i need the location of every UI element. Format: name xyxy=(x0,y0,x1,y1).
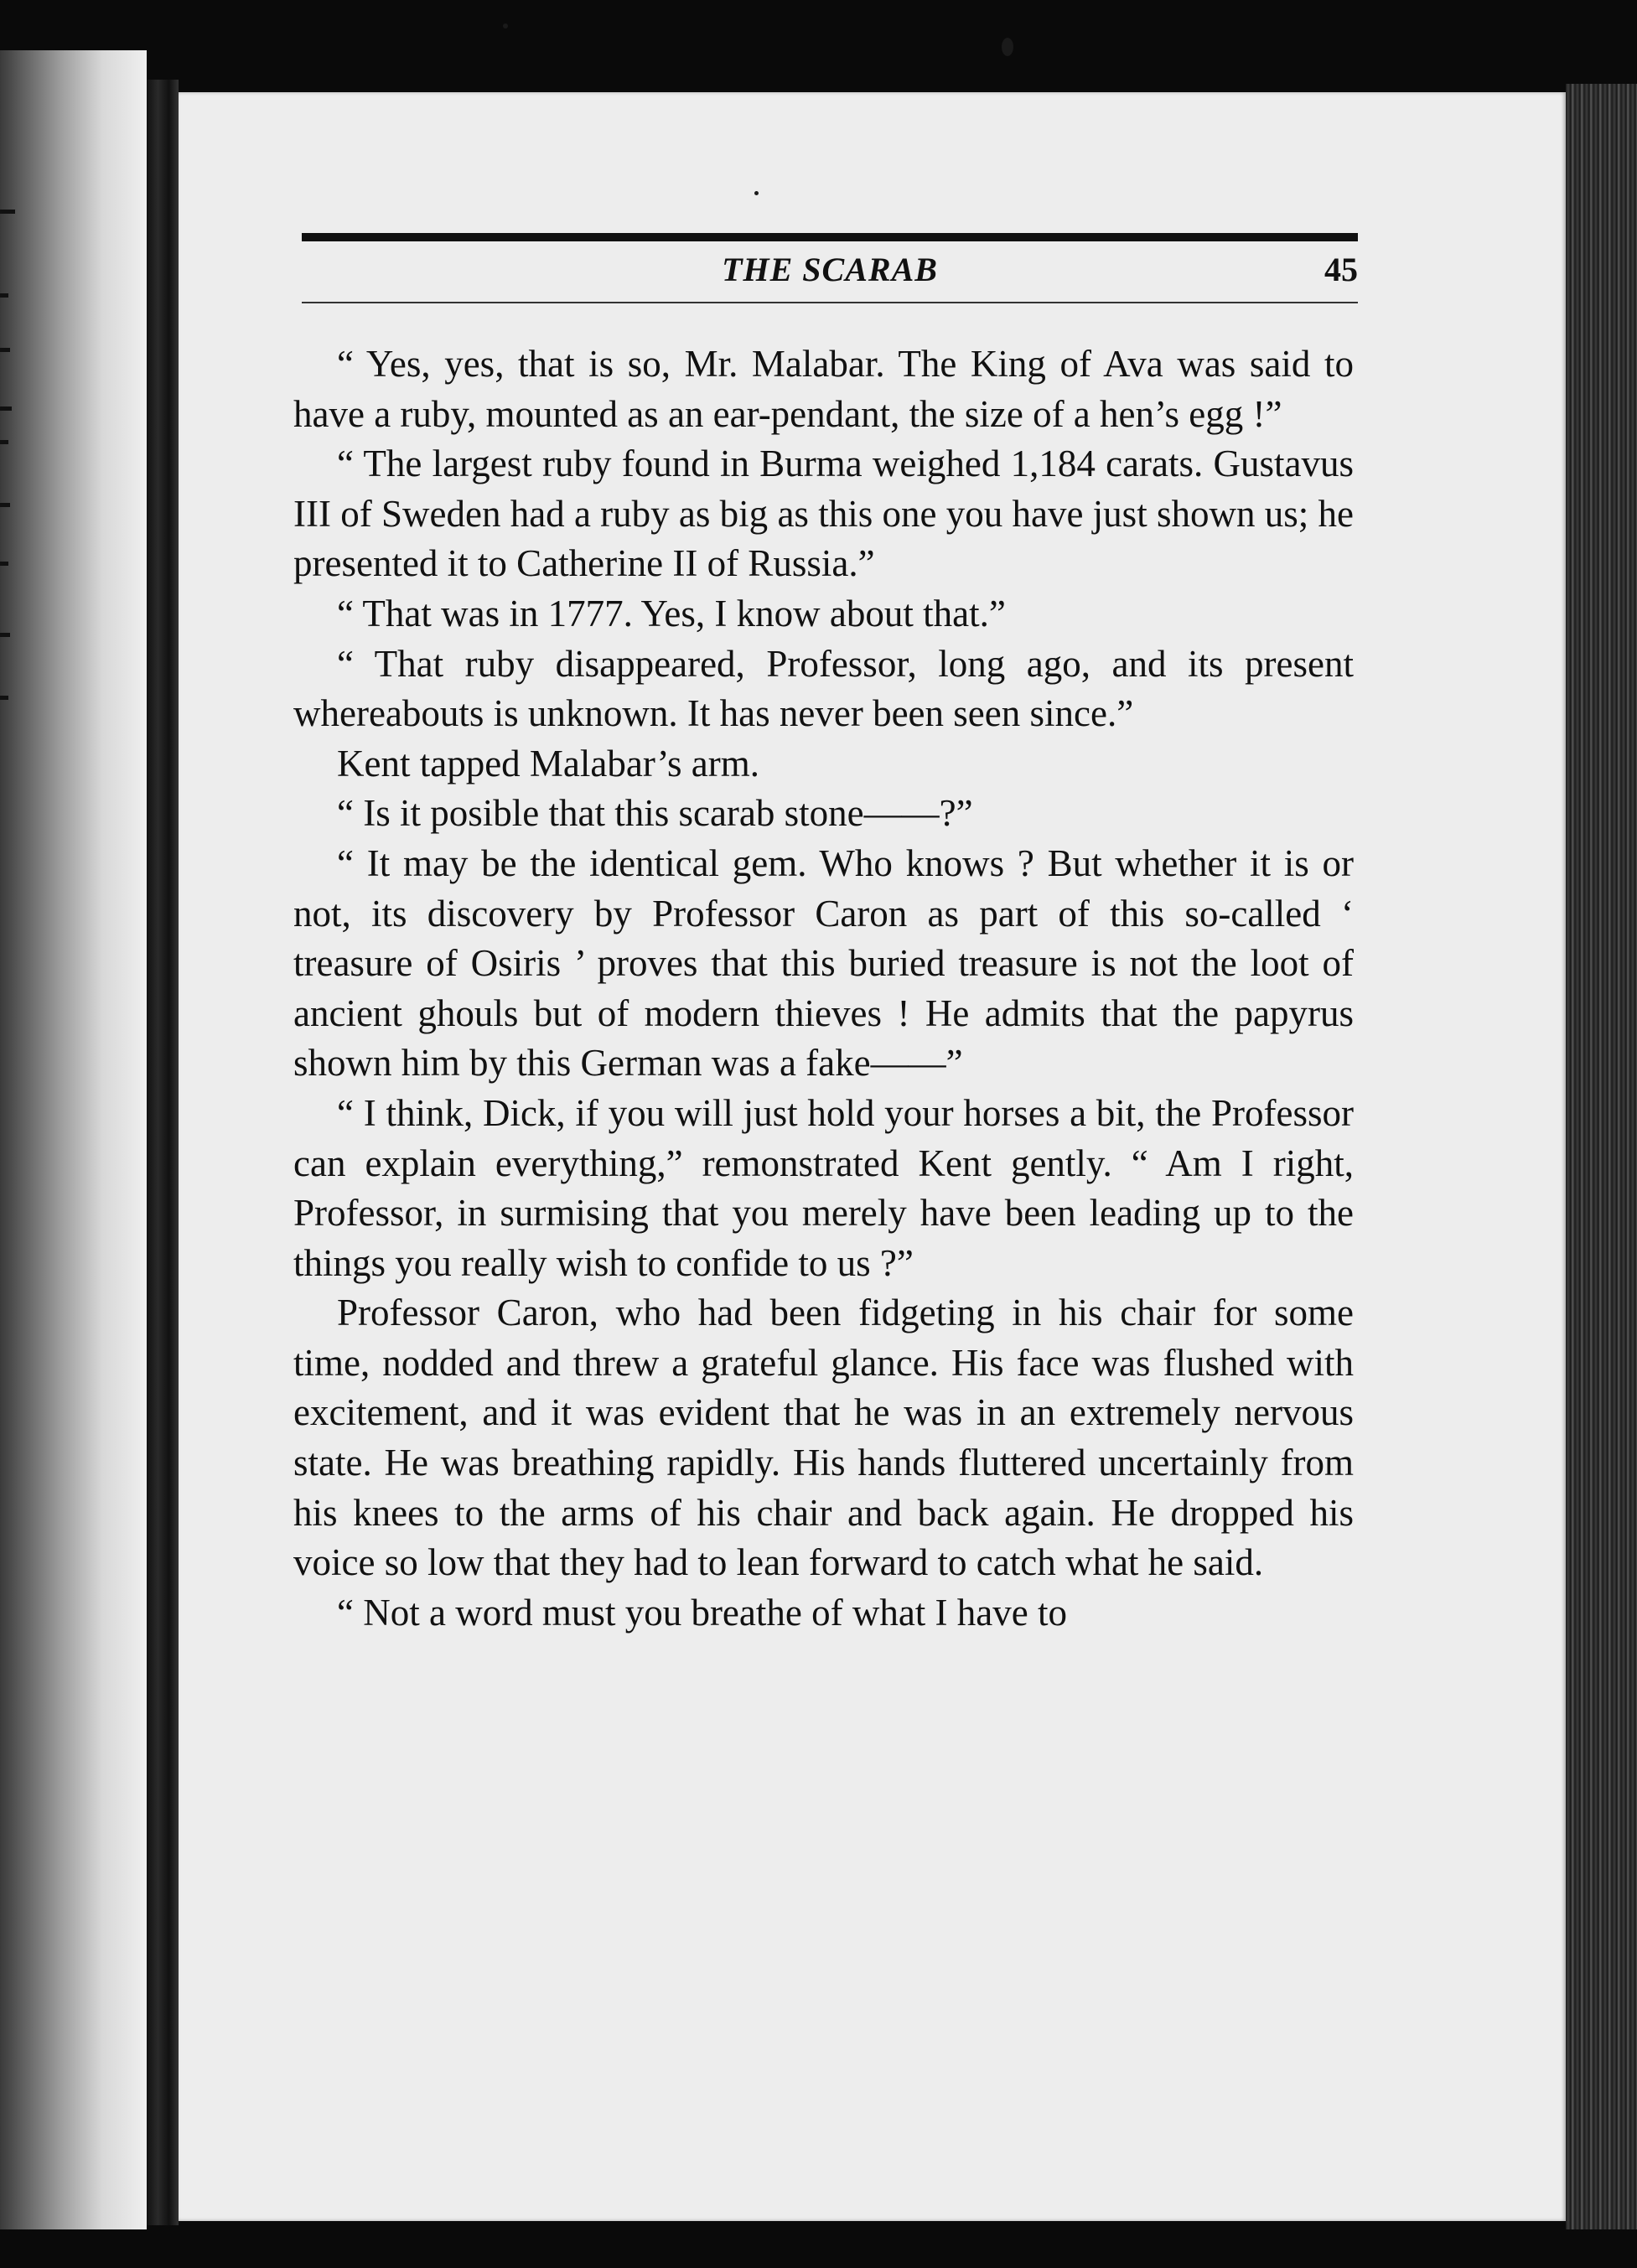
running-head xyxy=(302,250,1358,300)
scan-speck xyxy=(503,23,508,28)
book-fore-edge xyxy=(1566,84,1637,2229)
book-spine-shadow xyxy=(147,80,179,2225)
paragraph: “ The largest ruby found in Burma weighed 1,184 carats. Gustavus III of Sweden had a ruby as big as this one you have just shown us; he presented it to Catherine II of Russia.” xyxy=(293,443,1354,585)
previous-page-text-fragments xyxy=(0,168,25,754)
running-head-rule xyxy=(302,233,1358,241)
scan-speck xyxy=(1002,38,1013,56)
paragraph: “ That was in 1777. Yes, I know about that.” xyxy=(337,592,1006,634)
paragraph: “ It may be the identical gem. Who knows ? But whether it is or not, its discovery by Professor Caron as part of this so-called ‘ treasure of Osiris ’ proves that this buried treasure is not the loot of ancient ghouls but of modern thieves ! He admits that the papyrus shown him by this German was a fake——” xyxy=(293,841,1354,1085)
paragraph: “ Yes, yes, that is so, Mr. Malabar. The King of Ava was said to have a ruby, mounted as an ear-pendant, the size of a hen’s egg !” xyxy=(293,343,1354,435)
body-text xyxy=(293,339,1354,1638)
running-head-title: THE SCARAB xyxy=(722,251,938,288)
paragraph: “ Not a word must you breathe of what I have to xyxy=(337,1591,1067,1634)
page-number: 45 xyxy=(1324,251,1358,288)
running-head-underline xyxy=(302,302,1358,303)
paragraph: Professor Caron, who had been fidgeting in his chair for some time, nodded and threw a grateful glance. His face was flushed with excitement, and it was evident that he was in an extremely nervous state. He was breathing rapidly. His hands fluttered uncertainly from his knees to the arms of his chair and back again. He dropped his voice so low that they had to lean forward to catch what he said. xyxy=(293,1292,1354,1584)
paragraph: Kent tapped Malabar’s arm. xyxy=(337,742,759,784)
paragraph: “ I think, Dick, if you will just hold your horses a bit, the Professor can explain everything,” remonstrated Kent gently. “ Am I right, Professor, in surmising that you merely have been leading up to the things you really wish to confide to us ?” xyxy=(293,1091,1354,1284)
paragraph: “ That ruby disappeared, Professor, long ago, and its present whereabouts is unknown. It has never been seen since.” xyxy=(293,642,1354,735)
scan-speck xyxy=(754,191,759,195)
paragraph: “ Is it posible that this scarab stone——?” xyxy=(337,792,973,835)
